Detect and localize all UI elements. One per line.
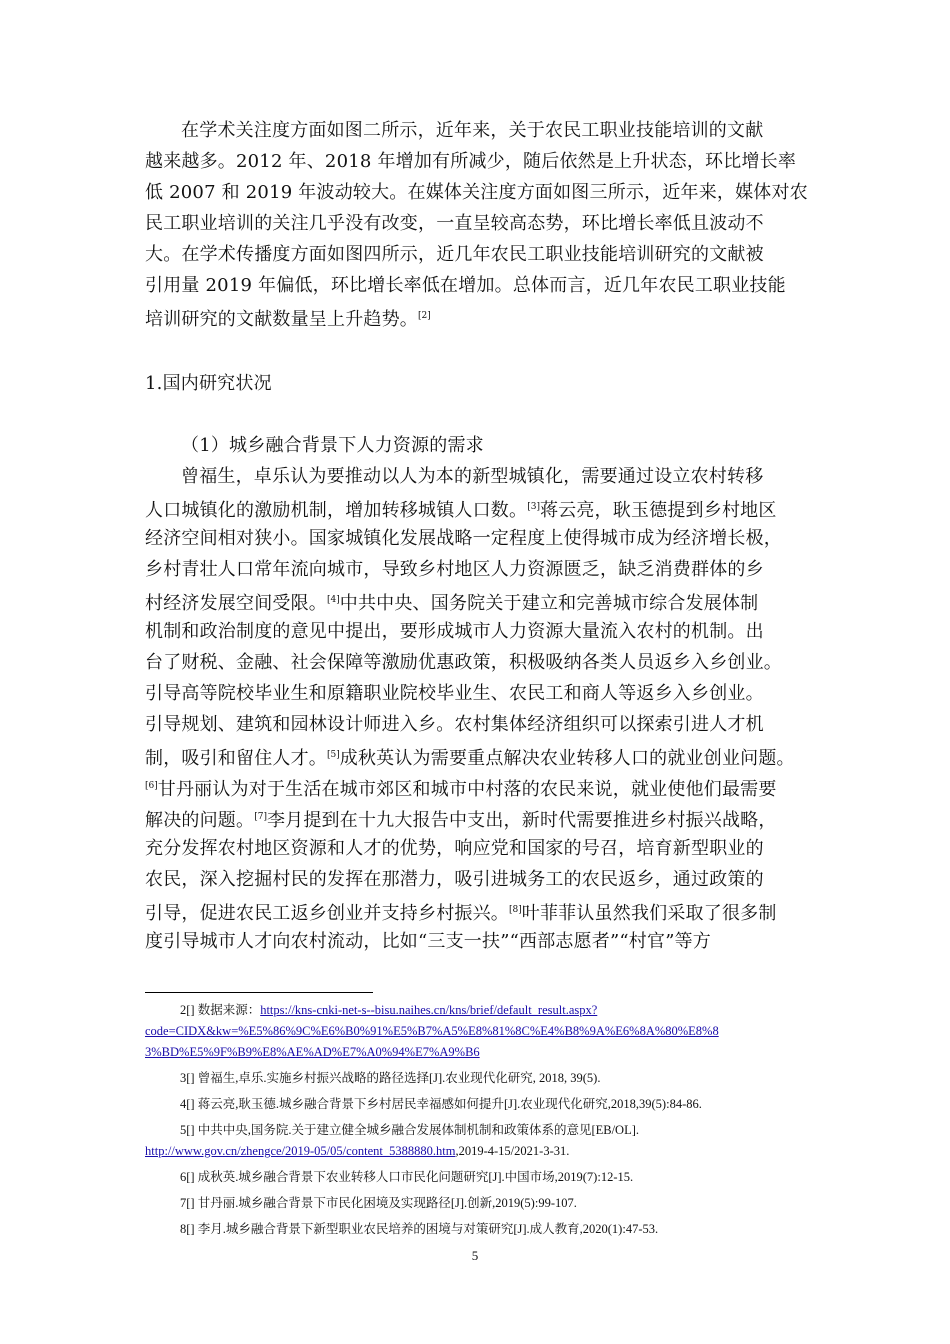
reference-marker[interactable]: [6] [145, 781, 158, 791]
footnote-link[interactable]: http://www.gov.cn/zhengce/2019-05/05/content_5388880.htm [145, 1144, 456, 1158]
footnote-5-continued [145, 1141, 825, 1161]
paragraph-line [145, 740, 825, 774]
reference-marker[interactable]: [2] [418, 311, 431, 321]
paragraph-line: 机制和政治制度的意见中提出，要形成城市人力资源大量流入农村的机制。出 [145, 621, 764, 642]
footnote-link-line[interactable]: code=CIDX&kw=%E5%86%9C%E6%B0%91%E5%B7%A5%E8%81%8C%E4%B8%9A%E6%8A%80%E8%8 [145, 1024, 719, 1038]
paragraph-line: 经济空间相对狭小。国家城镇化发展战略一定程度上使得城市成为经济增长极， [145, 528, 782, 549]
paragraph-line [145, 301, 825, 335]
footnote-text: ,2019-4-15/2021-3-31. [455, 1144, 570, 1158]
footnote-label: 2[] 数据来源： [180, 1003, 261, 1017]
footnote-separator [145, 992, 373, 993]
paragraph-line: 充分发挥农村地区资源和人才的优势，响应党和国家的号召，培育新型职业的 [145, 838, 764, 859]
page-number: 5 [471, 1248, 479, 1263]
paragraph-line: 引导规划、建筑和园林设计师进入乡。农村集体经济组织可以探索引进人才机 [145, 714, 764, 735]
paragraph-text: 甘丹丽认为对于生活在城市郊区和城市中村落的农民来说，就业使他们最需要 [157, 779, 777, 800]
paragraph-line [145, 895, 825, 929]
paragraph-line: 低 2007 和 2019 年波动较大。在媒体关注度方面如图三所示，近年来，媒体对农 [145, 182, 808, 203]
reference-marker[interactable]: [8] [509, 905, 522, 915]
section-heading: 1.国内研究状况 [145, 373, 272, 394]
reference-marker[interactable]: [4] [327, 595, 340, 605]
paragraph-line: 越来越多。2012 年、2018 年增加有所减少，随后依然是上升状态，环比增长率 [145, 151, 797, 172]
paragraph-line: 民工职业培训的关注几乎没有改变，一直呈较高态势，环比增长率低且波动不 [145, 213, 764, 234]
footnote-3: 3[] 曾福生,卓乐.实施乡村振兴战略的路径选择[J].农业现代化研究, 2018, 39(5). [180, 1071, 601, 1085]
paragraph-text: 中共中央、国务院关于建立和完善城市综合发展体制 [339, 593, 759, 614]
paragraph-text: 成秋英认为需要重点解决农业转移人口的就业创业问题。 [339, 748, 795, 769]
footnote-link[interactable] [145, 1042, 825, 1062]
paragraph-text: 李月提到在十九大报告中支出，新时代需要推进乡村振兴战略， [266, 810, 777, 831]
subsection-heading: （1）城乡融合背景下人力资源的需求 [181, 435, 484, 456]
paragraph-line [145, 585, 825, 619]
paragraph-line: 曾福生，卓乐认为要推动以人为本的新型城镇化，需要通过设立农村转移 [181, 466, 764, 487]
paragraph-line: 台了财税、金融、社会保障等激励优惠政策，积极吸纳各类人员返乡入乡创业。 [145, 652, 782, 673]
footnote-6: 6[] 成秋英.城乡融合背景下农业转移人口市民化问题研究[J].中国市场,2019(7):12-15. [180, 1170, 634, 1184]
paragraph-text: 蒋云亮，耿玉德提到乡村地区 [539, 500, 777, 521]
paragraph-text: 制，吸引和留住人才。 [145, 748, 327, 769]
paragraph-line: 乡村青壮人口常年流向城市，导致乡村地区人力资源匮乏，缺乏消费群体的乡 [145, 559, 764, 580]
paragraph-text: 村经济发展空间受限。 [145, 593, 327, 614]
footnote-2 [180, 1000, 860, 1020]
paragraph-line: 引用量 2019 年偏低，环比增长率低在增加。总体而言，近几年农民工职业技能 [145, 275, 786, 296]
paragraph-line: 农民，深入挖掘村民的发挥在那潜力，吸引进城务工的农民返乡，通过政策的 [145, 869, 764, 890]
footnote-7: 7[] 甘丹丽.城乡融合背景下市民化困境及实现路径[J].创新,2019(5):99-107. [180, 1196, 577, 1210]
reference-marker[interactable]: [3] [527, 502, 540, 512]
paragraph-text: 引导，促进农民工返乡创业并支持乡村振兴。 [145, 903, 509, 924]
paragraph-line: 度引导城市人才向农村流动，比如“三支一扶”“西部志愿者”“村官”等方 [145, 931, 712, 952]
paragraph-line [145, 802, 825, 836]
paragraph-line [145, 771, 825, 805]
footnote-link[interactable] [145, 1021, 825, 1041]
footnote-8: 8[] 李月.城乡融合背景下新型职业农民培养的困境与对策研究[J].成人教育,2020(1):47-53. [180, 1222, 659, 1236]
paragraph-line: 在学术关注度方面如图二所示，近年来，关于农民工职业技能培训的文献 [181, 120, 764, 141]
footnote-link[interactable]: https://kns-cnki-net-s--bisu.naihes.cn/kns/brief/default_result.aspx? [260, 1003, 598, 1017]
paragraph-line: 引导高等院校毕业生和原籍职业院校毕业生、农民工和商人等返乡入乡创业。 [145, 683, 764, 704]
footnote-4: 4[] 蒋云亮,耿玉德.城乡融合背景下乡村居民幸福感如何提升[J].农业现代化研究,2018,39(5):84-86. [180, 1097, 702, 1111]
footnote-5: 5[] 中共中央,国务院.关于建立健全城乡融合发展体制机制和政策体系的意见[EB/OL]. [180, 1123, 640, 1137]
paragraph-line [145, 492, 825, 526]
reference-marker[interactable]: [7] [254, 812, 267, 822]
footnote-link-line[interactable]: 3%BD%E5%9F%B9%E8%AE%AD%E7%A0%94%E7%A9%B6 [145, 1045, 480, 1059]
paragraph-text: 人口城镇化的激励机制，增加转移城镇人口数。 [145, 500, 528, 521]
reference-marker[interactable]: [5] [327, 750, 340, 760]
paragraph-line: 大。在学术传播度方面如图四所示，近几年农民工职业技能培训研究的文献被 [145, 244, 764, 265]
paragraph-text: 叶菲菲认虽然我们采取了很多制 [521, 903, 777, 924]
paragraph-text: 解决的问题。 [145, 810, 255, 831]
paragraph-text: 培训研究的文献数量呈上升趋势。 [145, 309, 418, 330]
